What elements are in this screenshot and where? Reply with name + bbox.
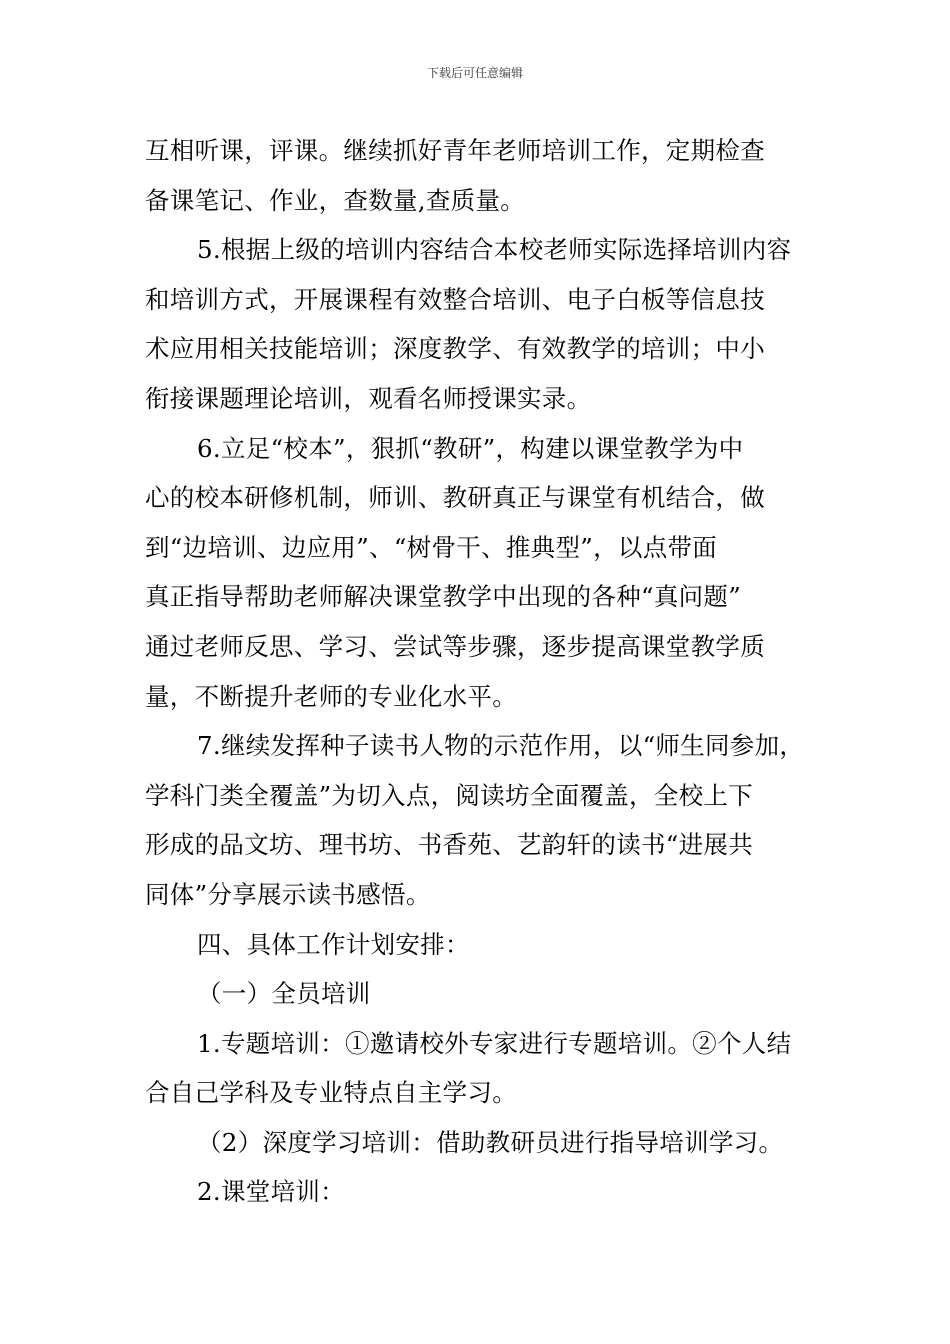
document-body — [145, 126, 835, 1217]
text-line: 备课笔记、作业，查数量,查质量。 — [145, 185, 526, 215]
paragraph-5-start: 5.根据上级的培训内容结合本校老师实际选择培训内容 — [197, 235, 792, 265]
item-1-start: 1.专题培训：①邀请校外专家进行专题培训。②个人结 — [197, 1028, 792, 1058]
text-line: 合自己学科及专业特点自主学习。 — [145, 1078, 517, 1108]
text-line: 同体”分享展示读书感悟。 — [145, 879, 431, 909]
section-heading-4: 四、具体工作计划安排： — [197, 929, 470, 959]
text-line: 量，不断提升老师的专业化水平。 — [145, 681, 517, 711]
text-line: 衔接课题理论培训，观看名师授课实录。 — [145, 383, 592, 413]
item-2-heading: 2.课堂培训： — [197, 1177, 345, 1207]
item-2-sub: （2）深度学习培训：借助教研员进行指导培训学习。 — [197, 1127, 784, 1157]
page-header: 下载后可任意编辑 — [426, 66, 523, 80]
paragraph-7-start: 7.继续发挥种子读书人物的示范作用，以“师生同参加， — [197, 731, 805, 761]
text-line: 术应用相关技能培训；深度教学、有效教学的培训；中小 — [145, 334, 765, 364]
text-line: 通过老师反思、学习、尝试等步骤，逐步提高课堂教学质 — [145, 631, 765, 661]
text-line: 到“边培训、边应用”、“树骨干、推典型”，以点带面 — [145, 532, 718, 562]
text-line: 心的校本研修机制，师训、教研真正与课堂有机结合，做 — [145, 483, 765, 513]
text-line: 学科门类全覆盖”为切入点，阅读坊全面覆盖，全校上下 — [145, 780, 754, 810]
text-line: 形成的品文坊、理书坊、书香苑、艺韵轩的读书“进展共 — [145, 830, 754, 860]
paragraph-6-start: 6.立足“校本”，狠抓“教研”，构建以课堂教学为中 — [197, 433, 744, 463]
text-line: 和培训方式，开展课程有效整合培训、电子白板等信息技 — [145, 284, 765, 314]
text-line: 互相听课，评课。继续抓好青年老师培训工作，定期检查 — [145, 136, 765, 165]
text-line: 真正指导帮助老师解决课堂教学中出现的各种“真问题” — [145, 582, 742, 612]
subsection-heading-1: （一）全员培训 — [197, 979, 371, 1009]
